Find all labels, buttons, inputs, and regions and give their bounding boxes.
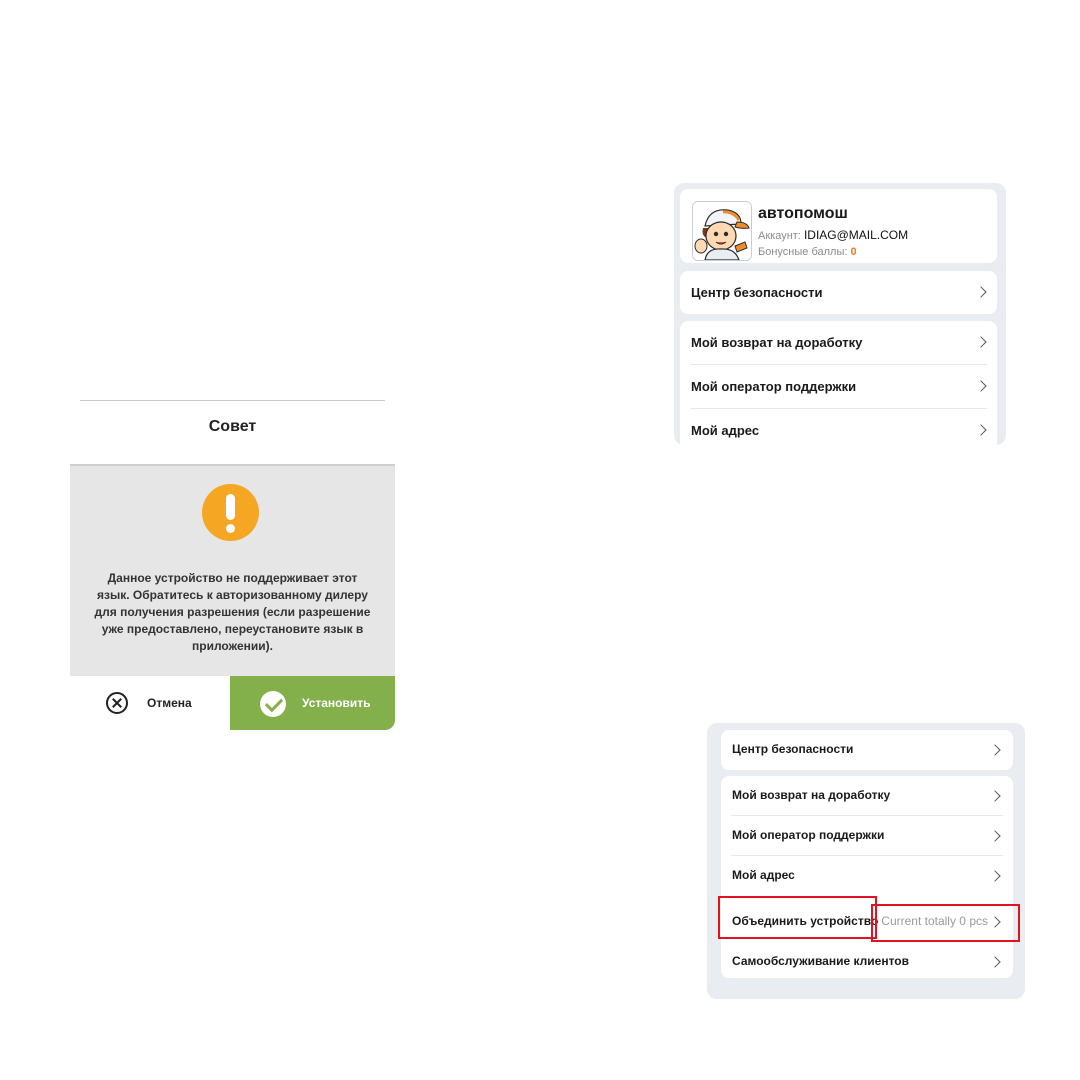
settings-item-merge-device[interactable] — [721, 902, 1013, 942]
dialog-title: Совет — [208, 418, 257, 435]
menu-item-support-operator[interactable] — [680, 365, 997, 408]
settings-panel — [707, 723, 1025, 999]
menu-item-my-returns[interactable] — [680, 321, 997, 364]
chevron-right-icon — [989, 956, 1000, 967]
chevron-right-icon — [975, 336, 986, 347]
settings-security-card — [721, 730, 1013, 770]
settings-item-label: Мой оператор поддержки — [732, 828, 885, 842]
check-circle-icon — [260, 691, 286, 717]
settings-item-label: Центр безопасности — [732, 742, 854, 756]
chevron-right-icon — [975, 286, 986, 297]
profile-panel — [674, 183, 1006, 445]
install-button-label: Установить — [302, 696, 371, 710]
settings-item-support-operator[interactable] — [721, 816, 1013, 856]
menu-item-my-address[interactable] — [680, 409, 997, 445]
user-name: автопомош — [758, 205, 848, 222]
account-value: IDIAG@MAIL.COM — [803, 228, 909, 242]
merge-device-count: Current totally 0 pcs — [881, 914, 988, 928]
account-label: Аккаунт: — [758, 230, 801, 242]
chevron-right-icon — [989, 870, 1000, 881]
close-circle-icon — [106, 692, 128, 714]
warning-exclamation-icon — [202, 484, 259, 541]
settings-item-my-returns[interactable] — [721, 776, 1013, 816]
menu-item-security-center[interactable] — [680, 271, 997, 314]
settings-item-self-service[interactable] — [721, 942, 1013, 982]
menu-card — [680, 321, 997, 445]
install-button[interactable] — [230, 676, 395, 730]
mechanic-avatar-icon — [692, 201, 752, 261]
cancel-button-label: Отмена — [147, 696, 192, 710]
dialog-actions — [70, 676, 395, 730]
settings-list-card — [721, 776, 1013, 978]
menu-item-label: Мой возврат на доработку — [691, 335, 863, 350]
settings-item-label: Объединить устройство — [732, 914, 879, 928]
dialog-message: Данное устройство не поддерживает этот язык. Обратитесь к авторизованному дилеру для получения разрешения (если разрешение уже предоставлено, переустановите язык в приложении). — [94, 571, 371, 653]
cancel-button[interactable] — [70, 676, 230, 730]
settings-item-label: Мой возврат на доработку — [732, 788, 891, 802]
settings-item-security-center[interactable] — [721, 730, 1013, 770]
bonus-label: Бонусные баллы: — [758, 246, 848, 258]
bonus-value: 0 — [850, 246, 857, 258]
settings-item-label: Самообслуживание клиентов — [732, 954, 909, 968]
chevron-right-icon — [989, 830, 1000, 841]
menu-item-label: Мой оператор поддержки — [691, 379, 857, 394]
chevron-right-icon — [975, 424, 986, 435]
security-card — [680, 271, 997, 314]
account-line — [758, 228, 908, 242]
chevron-right-icon — [989, 790, 1000, 801]
dialog-top-divider — [80, 400, 385, 401]
chevron-right-icon — [989, 916, 1000, 927]
chevron-right-icon — [975, 380, 986, 391]
chevron-right-icon — [989, 744, 1000, 755]
settings-item-label: Мой адрес — [732, 868, 795, 882]
menu-item-label: Мой адрес — [691, 423, 760, 438]
bonus-line — [758, 246, 857, 258]
settings-item-my-address[interactable] — [721, 856, 1013, 896]
profile-header-card[interactable] — [680, 189, 997, 263]
dialog-body — [70, 464, 395, 676]
menu-item-label: Центр безопасности — [691, 285, 823, 300]
